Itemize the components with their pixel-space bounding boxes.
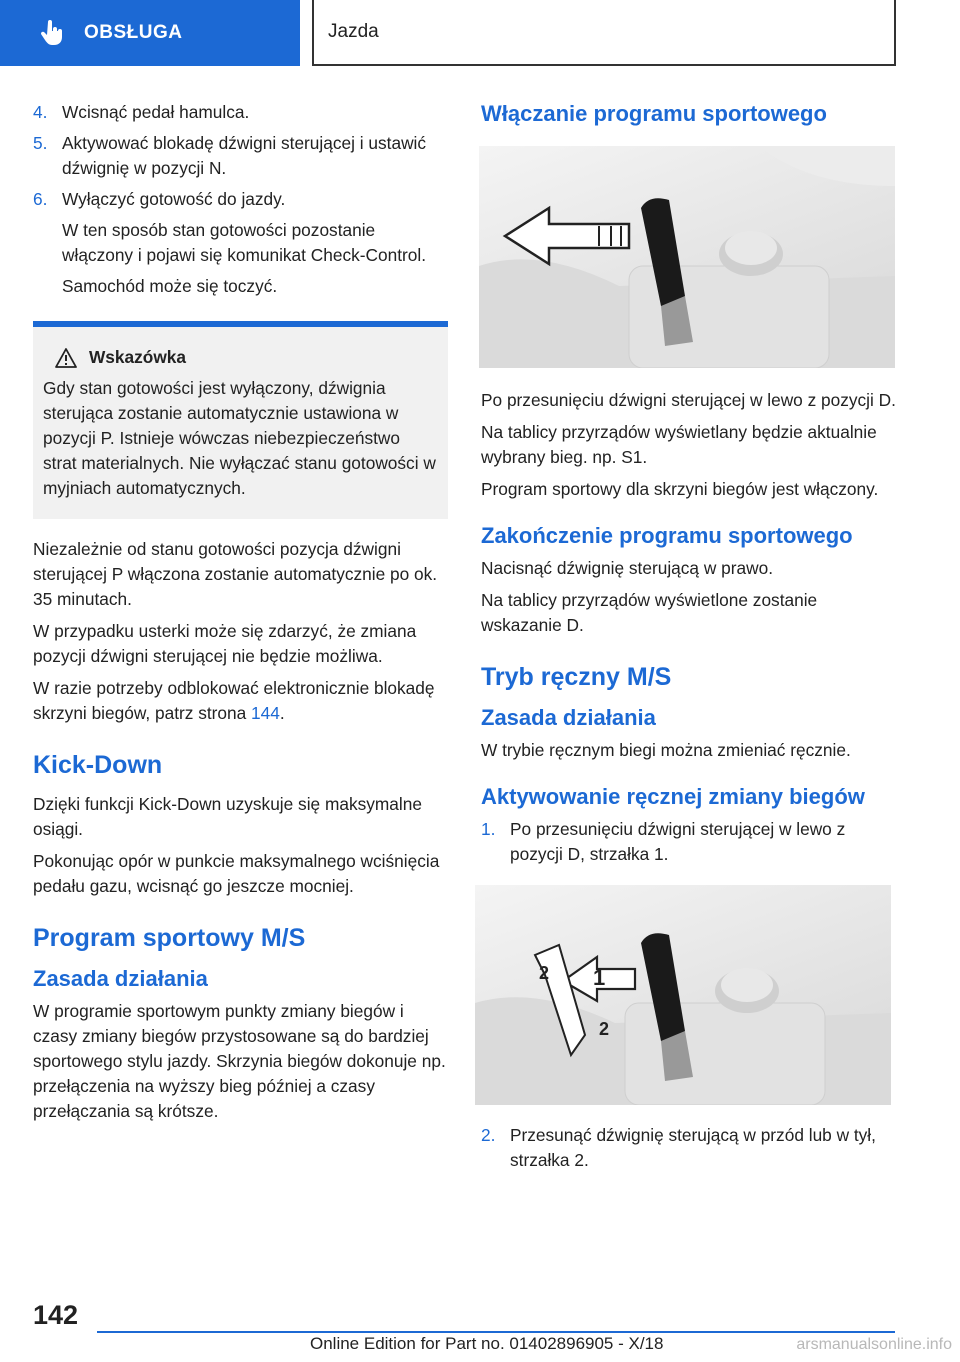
paragraph-sport-on-3: Program sportowy dla skrzyni biegów jest włączony. — [481, 479, 879, 499]
heading-manual-principle: Zasada działania — [481, 705, 656, 730]
note-text: Gdy stan gotowości jest wyłączony, dźwignia sterująca zostanie automatycznie ustawiona w pozycji P. Istnieje wówczas niebezpieczeństwo strat materialnych. Nie wyłączać stanu gotowości w myjniach automatycznych. — [43, 378, 436, 498]
paragraph-sport-off-1: Nacisnąć dźwignię sterującą w prawo. — [481, 558, 773, 578]
manual-step-1 — [481, 817, 897, 867]
watermark: arsmanualsonline.info — [796, 1336, 952, 1353]
note-header — [43, 345, 436, 370]
heading-manual-mode: Tryb ręczny M/S — [481, 663, 672, 691]
manual-step-2 — [481, 1123, 897, 1173]
step-number: 2. — [481, 1125, 496, 1145]
heading-activate-manual: Aktywowanie ręcznej zmiany biegów — [481, 784, 865, 809]
paragraph-auto-park: Niezależnie od stanu gotowości pozycja dźwigni sterującej P włączona zostanie automatycznie po ok. 35 minutach. — [33, 539, 438, 609]
step-text: Aktywować blokadę dźwigni sterującej i ustawić dźwignię w pozycji N. — [62, 133, 427, 178]
paragraph-fault: W przypadku usterki może się zdarzyć, że zmiana pozycji dźwigni sterującej nie będzie możliwa. — [33, 621, 417, 666]
step-text: Wyłączyć gotowość do jazdy. — [62, 189, 286, 209]
step-6-warning: Samochód może się toczyć. — [62, 276, 278, 296]
paragraph-unlock — [33, 676, 448, 726]
paragraph-sport-on-2: Na tablicy przyrządów wyświetlany będzie aktualnie wybrany bieg. np. S1. — [481, 422, 877, 467]
step-6 — [33, 187, 448, 212]
footer-divider — [97, 1331, 895, 1333]
chapter-label: Jazda — [328, 21, 379, 42]
step-text: Przesunąć dźwignię sterującą w przód lub w tył, strzałka 2. — [510, 1125, 876, 1170]
paragraph-unlock-end: . — [279, 703, 285, 723]
paragraph-unlock-text: W razie potrzeby odblokować elektronicznie blokadę skrzyni biegów, patrz strona — [33, 678, 435, 723]
page-link[interactable]: 144 — [251, 703, 280, 723]
gear-selector-illustration-1 — [479, 146, 895, 368]
left-column — [33, 100, 448, 1131]
paragraph-manual-principle: W trybie ręcznym biegi można zmieniać ręcznie. — [481, 740, 851, 760]
hand-pointer-icon — [40, 20, 64, 46]
step-6-detail: W ten sposób stan gotowości pozostanie włączony i pojawi się komunikat Check-Control. — [62, 220, 427, 265]
note-title: Wskazówka — [89, 347, 187, 367]
right-column — [481, 100, 897, 1179]
warning-triangle-icon — [55, 348, 77, 368]
paragraph-principle: W programie sportowym punkty zmiany biegów i czasy zmiany biegów przystosowane są do bardziej sportowego stylu jazdy. Skrzynia biegów dokonuje np. przełączenia na wyższy bieg później a czasy przełączania są krótsze. — [33, 1001, 446, 1121]
gear-selector-arrows-drawing — [475, 885, 891, 1105]
edition-text: Online Edition for Part no. 01402896905 - X/18 — [310, 1334, 664, 1353]
paragraph-sport-on-1: Po przesunięciu dźwigni sterującej w lewo z pozycji D. — [481, 390, 896, 410]
heading-kickdown: Kick-Down — [33, 751, 163, 779]
arrow-label-2b: 2 — [599, 1019, 610, 1039]
step-5 — [33, 131, 448, 181]
step-number: 6. — [33, 189, 48, 209]
step-text: Wcisnąć pedał hamulca. — [62, 102, 250, 122]
paragraph-kickdown-1: Dzięki funkcji Kick-Down uzyskuje się maksymalne osiągi. — [33, 794, 422, 839]
step-number: 1. — [481, 819, 496, 839]
heading-sport-program: Program sportowy M/S — [33, 924, 306, 952]
arrow-label-2a: 2 — [539, 963, 550, 983]
note-box — [33, 321, 448, 519]
heading-sport-off: Zakończenie programu sportowego — [481, 523, 853, 548]
arrow-label-1: 1 — [593, 965, 606, 990]
page-number: 142 — [33, 1300, 79, 1330]
gear-selector-illustration-2 — [475, 885, 891, 1105]
heading-principle: Zasada działania — [33, 966, 208, 991]
section-tab[interactable] — [0, 0, 300, 66]
gear-selector-drawing — [479, 146, 895, 368]
step-number: 5. — [33, 133, 48, 153]
paragraph-sport-off-2: Na tablicy przyrządów wyświetlone zostanie wskazanie D. — [481, 590, 818, 635]
chapter-title — [312, 0, 896, 66]
step-4 — [33, 100, 448, 125]
heading-sport-on: Włączanie programu sportowego — [481, 101, 827, 126]
section-label: OBSŁUGA — [84, 22, 183, 43]
paragraph-kickdown-2: Pokonując opór w punkcie maksymalnego wciśnięcia pedału gazu, wcisnąć go jeszcze mocniej. — [33, 851, 440, 896]
step-text: Po przesunięciu dźwigni sterującej w lewo z pozycji D, strzałka 1. — [510, 819, 846, 864]
step-number: 4. — [33, 102, 48, 122]
